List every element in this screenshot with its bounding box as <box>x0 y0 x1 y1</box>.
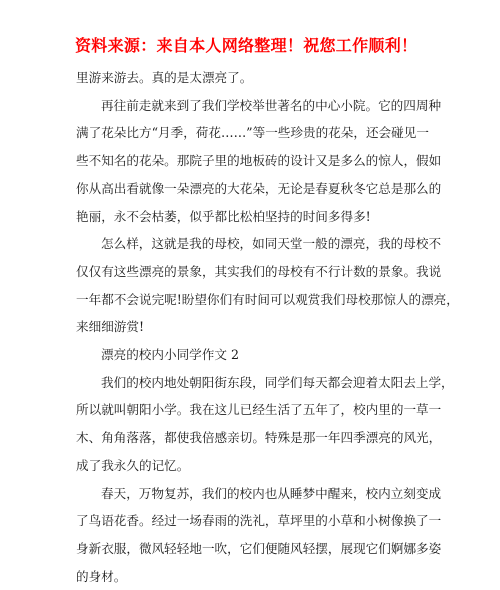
paragraph-start-line: 我们的校内地处朝阳街东段，同学们每天都会迎着太阳去上学， <box>101 374 454 390</box>
text-line: 来细细游赏! <box>76 319 145 335</box>
text-line: 里游来游去。真的是太漂亮了。 <box>76 70 253 85</box>
document-body <box>76 64 459 590</box>
paragraph-start-line: 再往前走就来到了我们学校举世著名的中心小院。它的四周种 <box>101 97 442 113</box>
text-line: 满了花朵比方“月季，荷花……”等一些珍贵的花朵，还会碰见一 <box>76 125 429 141</box>
text-line: 你从高出看就像一朵漂亮的大花朵，无论是春夏秋冬它总是那么的 <box>76 180 442 196</box>
paragraph-start-line: 怎么样，这就是我的母校，如同天堂一般的漂亮，我的母校不 <box>101 236 442 252</box>
text-line: 身新衣服，微风轻轻地一吹，它们便随风轻摆，展现它们婀娜多姿 <box>76 540 442 556</box>
text-line: 些不知名的花朵。那院子里的地板砖的设计又是多么的惊人，假如 <box>76 153 442 169</box>
text-line: 成了我永久的记忆。 <box>76 457 190 473</box>
page-header-title: 资料来源：来自本人网络整理！祝您工作顺利！ <box>75 36 418 55</box>
text-line: 了鸟语花香。经过一场春雨的洗礼，草坪里的小草和小树像换了一 <box>76 513 442 529</box>
text-line: 所以就叫朝阳小学。我在这儿已经生活了五年了，校内里的一草一 <box>76 402 442 418</box>
text-line: 木、角角落落，都使我倍感亲切。特殊是那一年四季漂亮的风光， <box>76 430 442 446</box>
paragraph-start-line: 春天，万物复苏，我们的校内也从睡梦中醒来，校内立刻变成 <box>101 485 442 501</box>
text-line: 一年都不会说完呢!盼望你们有时间可以观赏我们母校那惊人的漂亮， <box>76 291 459 307</box>
text-line: 艳丽，永不会枯萎，似乎都比松柏坚持的时间多得多! <box>76 208 371 224</box>
section-heading: 漂亮的校内小同学作文 2 <box>101 347 239 363</box>
text-line: 仅仅有这些漂亮的景象，其实我们的母校有不行计数的景象。我说 <box>76 263 442 279</box>
text-line: 的身材。 <box>76 568 127 584</box>
